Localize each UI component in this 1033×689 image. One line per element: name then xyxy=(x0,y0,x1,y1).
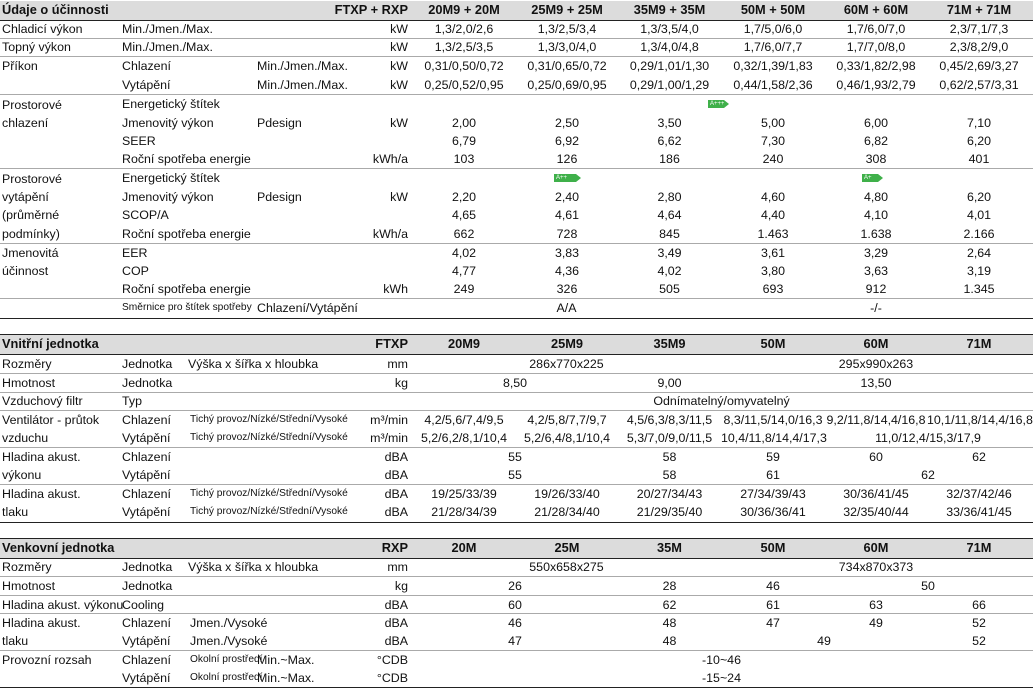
row-label: Ventilátor - průtok xyxy=(2,413,100,427)
value: 1,7/5,0/6,0 xyxy=(743,22,803,36)
value: 3,83 xyxy=(554,246,580,260)
row-sublabel: Vytápění xyxy=(122,468,171,482)
row-label: účinnost xyxy=(2,264,49,278)
row-sublabel: Jmenovitý výkon xyxy=(122,116,214,130)
unit: dBA xyxy=(384,616,408,630)
unit: dBA xyxy=(384,468,408,482)
value: 7,10 xyxy=(966,116,992,130)
value: 1,3/3,0/4,0 xyxy=(537,40,597,54)
value: 240 xyxy=(762,152,784,166)
value: 1.463 xyxy=(757,227,789,241)
value: 4,2/5,6/7,4/9,5 xyxy=(424,413,504,427)
value: 66 xyxy=(972,598,986,612)
row-sublabel: Chlazení xyxy=(122,59,171,73)
row-sublabel: Roční spotřeba energie xyxy=(122,227,251,241)
value: 62 xyxy=(921,468,935,482)
value: 2,20 xyxy=(451,190,477,204)
value: 3,19 xyxy=(966,264,992,278)
value: 32/35/40/44 xyxy=(843,505,909,519)
value: 58 xyxy=(662,450,677,464)
value: 4,01 xyxy=(966,208,992,222)
value: 9,2/11,8/14,4/16,8 xyxy=(826,413,926,427)
value: -/- xyxy=(870,301,882,315)
row-sublabel: Vytápění xyxy=(122,78,171,92)
row-sublabel: Vytápění xyxy=(122,671,171,685)
value: 308 xyxy=(865,152,887,166)
value: 20/27/34/43 xyxy=(636,487,703,501)
value: 1,3/3,5/4,0 xyxy=(640,22,699,36)
unit: m³/min xyxy=(370,431,408,445)
row-qualifier: Výška x šířka x hloubka xyxy=(188,560,319,574)
value: 550x658x275 xyxy=(529,560,604,574)
unit: kg xyxy=(394,376,408,390)
model-label: RXP xyxy=(381,540,408,555)
row-label: výkonu xyxy=(2,468,42,482)
row-qualifier: Jmen./Vysoké xyxy=(190,634,268,648)
value: 3,63 xyxy=(863,264,889,278)
value: 1,7/6,0/7,0 xyxy=(846,22,906,36)
col-header: 60M xyxy=(863,336,889,351)
value: 1,3/2,0/2,6 xyxy=(434,22,494,36)
directive-sub: Chlazení/Vytápění xyxy=(257,301,358,315)
value: 5,2/6,2/8,1/10,4 xyxy=(420,431,508,445)
row-label: Topný výkon xyxy=(2,40,71,54)
value: 4,64 xyxy=(657,208,682,222)
row-qualifier: Pdesign xyxy=(257,190,302,204)
value: 4,60 xyxy=(760,190,786,204)
row-sublabel: SEER xyxy=(122,134,156,148)
row-sublabel: Chlazení xyxy=(122,616,171,630)
value: 11,0/12,4/15,3/17,9 xyxy=(875,431,981,445)
unit: kW xyxy=(390,190,408,204)
row-label: Prostorové xyxy=(2,172,62,186)
row-label: Hmotnost xyxy=(2,579,56,593)
row-sublabel: Energetický štítek xyxy=(122,171,220,185)
row-label: podmínky) xyxy=(2,227,60,241)
value: 2,00 xyxy=(451,116,477,130)
row-label: Provozní rozsah xyxy=(2,653,92,667)
energy-label-badge: A+ xyxy=(862,174,878,182)
value: 2,40 xyxy=(554,190,580,204)
col-header: 71M + 71M xyxy=(946,2,1012,17)
unit: dBA xyxy=(384,487,408,501)
value: 7,30 xyxy=(760,134,786,148)
row-qualifier: Výška x šířka x hloubka xyxy=(188,357,319,371)
value: 8,3/11,5/14,0/16,3 xyxy=(723,413,823,427)
value: 62 xyxy=(972,450,986,464)
value: 6,00 xyxy=(863,116,889,130)
col-header: 71M xyxy=(966,540,992,555)
value: 734x870x373 xyxy=(838,560,914,574)
model-label: FTXP + RXP xyxy=(334,2,408,17)
col-header: 60M xyxy=(863,540,889,555)
row-label: vytápění xyxy=(2,190,49,204)
value: 61 xyxy=(766,598,780,612)
value: 49 xyxy=(869,616,883,630)
value: 52 xyxy=(972,616,986,630)
value: 401 xyxy=(968,152,990,166)
value: 21/28/34/39 xyxy=(431,505,497,519)
unit: kW xyxy=(390,22,408,36)
row-qualifier: Min./Jmen./Max. xyxy=(257,59,348,73)
col-header: 71M xyxy=(966,336,992,351)
row-label: Chladicí výkon xyxy=(2,22,83,36)
value: 21/28/34/40 xyxy=(534,505,600,519)
col-header: 25M9 xyxy=(550,336,583,351)
section-title: Vnitřní jednotka xyxy=(2,336,99,351)
value: 10,4/11,8/14,4/17,3 xyxy=(721,431,827,445)
row-sublabel: SCOP/A xyxy=(122,208,169,222)
value: 2,64 xyxy=(966,246,992,260)
unit: kW xyxy=(390,59,408,73)
value: 662 xyxy=(453,227,475,241)
value: 0,31/0,65/0,72 xyxy=(527,59,607,73)
col-header: 20M9 + 20M xyxy=(428,2,500,17)
value: 103 xyxy=(453,152,475,166)
value: 0,25/0,52/0,95 xyxy=(424,78,504,92)
row-label: tlaku xyxy=(2,505,29,519)
value: 52 xyxy=(972,634,986,648)
section-bottom-line xyxy=(0,687,1033,688)
row-label: Vzduchový filtr xyxy=(2,394,83,408)
row-qualifier: Okolní prostředí xyxy=(190,654,263,665)
value: 10,1/11,8/14,4/16,8 xyxy=(927,413,1033,427)
value: 4,2/5,8/7,7/9,7 xyxy=(527,413,607,427)
row-sublabel: Cooling xyxy=(122,598,165,612)
row-qualifier: Okolní prostředí xyxy=(190,672,263,683)
value: 55 xyxy=(508,450,522,464)
unit: mm xyxy=(387,560,408,574)
unit: dBA xyxy=(384,450,408,464)
value: 30/36/36/41 xyxy=(740,505,806,519)
value: 4,02 xyxy=(451,246,477,260)
row-sublabel: Jmenovitý výkon xyxy=(122,190,214,204)
value: 505 xyxy=(659,282,680,296)
value: 0,29/1,00/1,29 xyxy=(629,78,710,92)
value: 4,80 xyxy=(863,190,889,204)
value: 47 xyxy=(508,634,522,648)
row-label: Hladina akust. xyxy=(2,616,81,630)
value: 0,29/1,01/1,30 xyxy=(629,59,710,73)
value: 6,20 xyxy=(966,190,992,204)
row-label: Rozměry xyxy=(2,357,52,371)
col-header: 20M xyxy=(451,540,477,555)
row-sublabel: Typ xyxy=(122,394,142,408)
row-qualifier: Tichý provoz/Nízké/Střední/Vysoké xyxy=(190,488,348,499)
row-qualifier: Tichý provoz/Nízké/Střední/Vysoké xyxy=(190,432,348,443)
row-label: Hladina akust. výkonu xyxy=(2,598,124,612)
row-sublabel: Chlazení xyxy=(122,487,171,501)
value: 13,50 xyxy=(860,376,892,390)
value: 2,80 xyxy=(657,190,682,204)
unit: dBA xyxy=(384,505,408,519)
directive-label: Směrnice pro štítek spotřeby xyxy=(122,302,252,313)
row-sublabel: Vytápění xyxy=(122,505,171,519)
value: 26 xyxy=(508,579,522,593)
value: 4,10 xyxy=(863,208,889,222)
value: 3,50 xyxy=(657,116,682,130)
col-header: 35M9 xyxy=(653,336,686,351)
value: 4,77 xyxy=(451,264,477,278)
value: 47 xyxy=(766,616,780,630)
value: 63 xyxy=(869,598,883,612)
value: 19/26/33/40 xyxy=(534,487,600,501)
model-label: FTXP xyxy=(375,336,408,351)
value: 2.166 xyxy=(963,227,995,241)
row-label: Hladina akust. xyxy=(2,450,81,464)
value: Odnímatelný/omyvatelný xyxy=(653,394,790,408)
row-sublabel: Roční spotřeba energie xyxy=(122,152,251,166)
row-qualifier: Tichý provoz/Nízké/Střední/Vysoké xyxy=(190,506,348,517)
row-sublabel: Min./Jmen./Max. xyxy=(122,22,213,36)
section-title: Venkovní jednotka xyxy=(2,540,115,555)
value: -15~24 xyxy=(702,671,741,685)
row-qualifier: Tichý provoz/Nízké/Střední/Vysoké xyxy=(190,414,348,425)
value: 0,31/0,50/0,72 xyxy=(424,59,504,73)
row-label: Rozměry xyxy=(2,560,52,574)
value: 5,3/7,0/9,0/11,5 xyxy=(626,431,713,445)
unit: kWh/a xyxy=(372,152,408,166)
unit: dBA xyxy=(384,598,408,612)
value: 5,2/6,4/8,1/10,4 xyxy=(523,431,611,445)
value: 28 xyxy=(662,579,677,593)
value: 46 xyxy=(766,579,780,593)
row-sublabel: Vytápění xyxy=(122,431,171,445)
value: 0,44/1,58/2,36 xyxy=(733,78,813,92)
value: A/A xyxy=(556,301,577,315)
value: 249 xyxy=(453,282,475,296)
row-sublabel: Jednotka xyxy=(122,376,173,390)
value: 62 xyxy=(662,598,677,612)
value: 6,92 xyxy=(554,134,580,148)
unit: mm xyxy=(387,357,408,371)
value: 48 xyxy=(662,634,677,648)
row-label: Hladina akust. xyxy=(2,487,81,501)
col-header: 20M9 xyxy=(447,336,480,351)
value: 4,65 xyxy=(451,208,477,222)
value: 2,3/8,2/9,0 xyxy=(949,40,1009,54)
row-label: (průměrné xyxy=(2,208,60,222)
value: 0,32/1,39/1,83 xyxy=(733,59,813,73)
value: 326 xyxy=(556,282,578,296)
value: 50 xyxy=(921,579,935,593)
section-bottom-line xyxy=(0,318,1033,319)
section-bottom-line xyxy=(0,522,1033,523)
row-sublabel: Chlazení xyxy=(122,450,171,464)
value: 3,80 xyxy=(760,264,786,278)
value: 9,00 xyxy=(657,376,682,390)
value: 126 xyxy=(556,152,578,166)
value: 4,40 xyxy=(760,208,786,222)
row-sublabel: Energetický štítek xyxy=(122,97,220,111)
energy-label-badge: A+++ xyxy=(710,101,725,107)
row-qualifier: Min./Jmen./Max. xyxy=(257,78,348,92)
value: 0,46/1,93/2,79 xyxy=(836,78,916,92)
col-header: 50M + 50M xyxy=(740,2,806,17)
row-sublabel: COP xyxy=(122,264,149,278)
row-qualifier: Min.~Max. xyxy=(257,671,315,685)
value: 6,79 xyxy=(451,134,477,148)
value: 186 xyxy=(659,152,680,166)
value: 60 xyxy=(869,450,883,464)
row-label: Jmenovitá xyxy=(2,246,59,260)
unit: dBA xyxy=(384,634,408,648)
value: 4,02 xyxy=(657,264,682,278)
value: 46 xyxy=(508,616,522,630)
unit: kW xyxy=(390,78,408,92)
row-sublabel: Chlazení xyxy=(122,413,171,427)
value: 3,61 xyxy=(760,246,786,260)
row-label: Hmotnost xyxy=(2,376,56,390)
value: 4,36 xyxy=(554,264,580,278)
row-sublabel: Vytápění xyxy=(122,634,171,648)
row-label: tlaku xyxy=(2,634,29,648)
value: 2,50 xyxy=(554,116,580,130)
value: 0,33/1,82/2,98 xyxy=(836,59,916,73)
value: 61 xyxy=(766,468,780,482)
col-header: 60M + 60M xyxy=(843,2,909,17)
value: 32/37/42/46 xyxy=(946,487,1012,501)
value: 58 xyxy=(662,468,677,482)
value: 6,20 xyxy=(966,134,992,148)
unit: m³/min xyxy=(370,413,408,427)
value: 59 xyxy=(766,450,780,464)
value: 0,25/0,69/0,95 xyxy=(527,78,607,92)
row-label: Prostorové xyxy=(2,98,62,112)
value: 3,29 xyxy=(863,246,889,260)
value: 2,3/7,1/7,3 xyxy=(949,22,1009,36)
unit: kW xyxy=(390,40,408,54)
row-sublabel: Roční spotřeba energie xyxy=(122,282,251,296)
value: 6,62 xyxy=(657,134,682,148)
value: 1,7/7,0/8,0 xyxy=(846,40,906,54)
value: 55 xyxy=(508,468,522,482)
value: 27/34/39/43 xyxy=(740,487,806,501)
value: 1,3/2,5/3,5 xyxy=(434,40,494,54)
row-qualifier: Jmen./Vysoké xyxy=(190,616,268,630)
row-sublabel: EER xyxy=(122,246,148,260)
unit: kW xyxy=(390,116,408,130)
value: 1,3/2,5/3,4 xyxy=(537,22,597,36)
row-sublabel: Min./Jmen./Max. xyxy=(122,40,213,54)
value: 19/25/33/39 xyxy=(431,487,497,501)
value: 295x990x263 xyxy=(838,357,914,371)
row-qualifier: Min.~Max. xyxy=(257,653,315,667)
value: 30/36/41/45 xyxy=(843,487,909,501)
row-sublabel: Chlazení xyxy=(122,653,171,667)
value: 6,82 xyxy=(863,134,889,148)
value: -10~46 xyxy=(702,653,741,667)
value: 1,7/6,0/7,7 xyxy=(743,40,803,54)
row-qualifier: Pdesign xyxy=(257,116,302,130)
value: 60 xyxy=(508,598,522,612)
col-header: 35M9 + 35M xyxy=(633,2,706,17)
value: 0,45/2,69/3,27 xyxy=(939,59,1019,73)
value: 728 xyxy=(556,227,578,241)
col-header: 50M xyxy=(760,336,786,351)
value: 1,3/4,0/4,8 xyxy=(640,40,699,54)
row-sublabel: Jednotka xyxy=(122,357,173,371)
value: 8,50 xyxy=(502,376,528,390)
row-label: vzduchu xyxy=(2,431,49,445)
unit: °CDB xyxy=(376,653,408,667)
col-header: 25M xyxy=(554,540,580,555)
value: 21/29/35/40 xyxy=(636,505,703,519)
value: 693 xyxy=(762,282,784,296)
value: 3,49 xyxy=(657,246,682,260)
value: 286x770x225 xyxy=(529,357,604,371)
value: 49 xyxy=(817,634,831,648)
value: 5,00 xyxy=(760,116,786,130)
section-title: Údaje o účinnosti xyxy=(2,2,109,17)
col-header: 35M xyxy=(657,540,682,555)
row-label: chlazení xyxy=(2,116,49,130)
value: 4,61 xyxy=(554,208,580,222)
row-sublabel: Jednotka xyxy=(122,579,173,593)
col-header: 50M xyxy=(760,540,786,555)
unit: kg xyxy=(394,579,408,593)
row-label: Příkon xyxy=(2,59,38,73)
energy-label-badge: A++ xyxy=(554,174,576,182)
unit: kWh/a xyxy=(372,227,408,241)
row-sublabel: Jednotka xyxy=(122,560,173,574)
value: 4,5/6,3/8,3/11,5 xyxy=(626,413,713,427)
unit: kWh xyxy=(383,282,408,296)
value: 1.638 xyxy=(860,227,892,241)
col-header: 25M9 + 25M xyxy=(531,2,603,17)
value: 33/36/41/45 xyxy=(946,505,1012,519)
value: 0,62/2,57/3,31 xyxy=(939,78,1019,92)
value: 48 xyxy=(662,616,677,630)
unit: °CDB xyxy=(376,671,408,685)
value: 1.345 xyxy=(963,282,995,296)
value: 912 xyxy=(865,282,887,296)
value: 845 xyxy=(659,227,680,241)
